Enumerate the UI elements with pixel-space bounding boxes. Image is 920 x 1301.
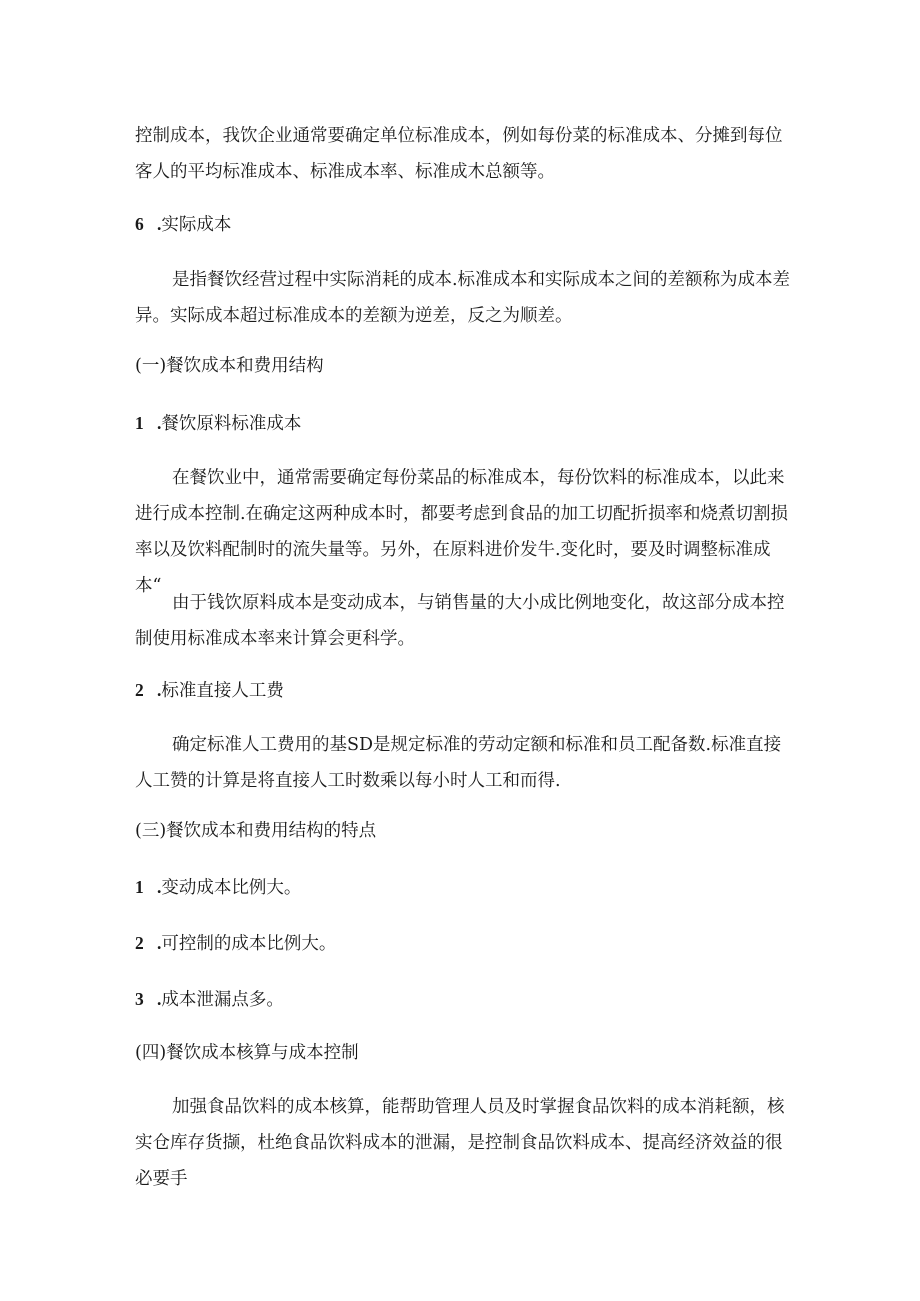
list-item-feature: 1 .变动成本比例大。 bbox=[135, 877, 302, 898]
list-number: 2 bbox=[135, 933, 144, 953]
heading-cost-structure: (一)餐饮成本和费用结构 bbox=[135, 356, 324, 376]
list-text: 可控制的成本比例大。 bbox=[161, 934, 337, 954]
list-item-feature: 3 .成本泄漏点多。 bbox=[135, 989, 284, 1010]
heading-number: 6 bbox=[135, 214, 144, 234]
list-number: 1 bbox=[135, 877, 144, 897]
heading-cost-characteristics: (三)餐饮成本和费用结构的特点 bbox=[135, 821, 377, 841]
list-item-feature: 2 .可控制的成本比例大。 bbox=[135, 933, 337, 954]
heading-text: 实际成本 bbox=[161, 215, 232, 235]
heading-text: 标准直接人工费 bbox=[161, 681, 284, 701]
heading-number: 2 bbox=[135, 680, 144, 700]
heading-actual-cost: 6 .实际成本 bbox=[135, 214, 232, 235]
paragraph-raw-material-cost: 在餐饮业中，通常需要确定每份菜品的标准成本，每份饮料的标准成本，以此来进行成本控制.在确定这两种成本时，都要考虑到食品的加工切配折损率和烧煮切割损率以及饮料配制时的流失量等。另外，在原料进价发牛.变化时，要及时调整标准成本“ bbox=[135, 468, 789, 596]
heading-raw-material-cost: 1 .餐饮原料标准成本 bbox=[135, 413, 302, 434]
list-number: 3 bbox=[135, 989, 144, 1009]
heading-text: 餐饮原料标准成本 bbox=[161, 414, 302, 434]
paragraph-direct-labor: 确定标准人工费用的基SD是规定标准的劳动定额和标准和员工配备数.标准直接人工赞的计算是将直接人工时数乘以每小时人工和而得. bbox=[135, 735, 782, 791]
list-text: 成本泄漏点多。 bbox=[161, 990, 284, 1010]
heading-direct-labor: 2 .标准直接人工费 bbox=[135, 680, 284, 701]
paragraph-actual-cost: 是指餐饮经营过程中实际消耗的成本.标准成本和实际成本之间的差额称为成本差异。实际成本超过标准成本的差额为逆差，反之为顺差。 bbox=[135, 270, 791, 326]
heading-cost-accounting: (四)餐饮成本核算与成本控制 bbox=[135, 1043, 359, 1063]
list-text: 变动成本比例大。 bbox=[161, 878, 302, 898]
paragraph-variable-cost: 由于钱饮原料成本是变动成本，与销售量的大小成比例地变化，故这部分成本控制使用标准成本率来计算会更科学。 bbox=[135, 593, 785, 649]
paragraph-cost-accounting: 加强食品饮料的成本核算，能帮助管理人员及时掌握食品饮料的成本消耗额，核实仓库存货撷，杜绝食品饮料成本的泄漏，是控制食品饮料成本、提高经济效益的很必要手 bbox=[135, 1097, 785, 1189]
paragraph-standard-cost-intro: 控制成本，我饮企业通常要确定单位标准成本，例如每份菜的标准成本、分摊到每位客人的平均标准成本、标准成本率、标准成木总额等。 bbox=[135, 126, 783, 182]
heading-number: 1 bbox=[135, 413, 144, 433]
